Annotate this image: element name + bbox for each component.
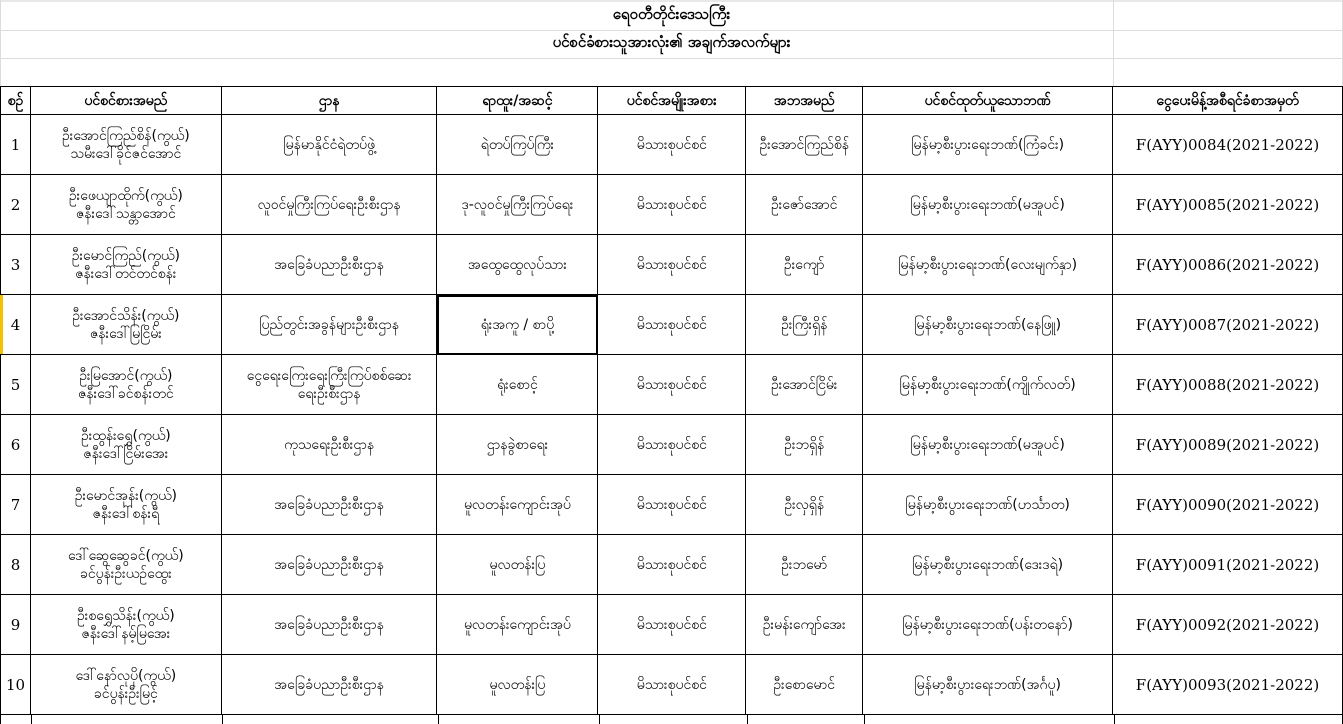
cell-type-text: မိသားစုပင်စင်	[636, 376, 707, 393]
cell-father[interactable]	[746, 415, 863, 475]
cell-name-text: ဇနီးဒေါ်ငြိမ်းအေး	[83, 445, 169, 462]
sheet-title: ရေဝတီတိုင်းဒေသကြီး	[612, 5, 731, 23]
cell-no[interactable]	[1, 415, 31, 475]
cell-type[interactable]	[598, 355, 746, 415]
header-cell[interactable]: ပင်စင်ထုတ်ယူသောဘဏ်	[863, 87, 1113, 115]
cell-type[interactable]	[598, 535, 746, 595]
cell-bank[interactable]	[863, 175, 1113, 235]
cell-dept-text: ရေးဦးစီးဌာန	[297, 385, 361, 402]
cell-name-text: ဦးဖေယျာထိုက်(ကွယ်)	[68, 187, 183, 204]
table-row	[1, 415, 1343, 475]
cell-father[interactable]	[746, 595, 863, 655]
cell-bank-text: မြန်မာ့စီးပွားရေးဘဏ်(မအူပင်)	[910, 436, 1065, 453]
cell-name-text: ခင်ပွန်းဦးမြင့်	[93, 685, 158, 702]
cell-dept-text: မြန်မာနိုင်ငံရဲတပ်ဖွဲ့	[283, 136, 375, 153]
cell-father[interactable]	[746, 175, 863, 235]
cell-name-text: ဇနီးဒေါ်တင်တင်စန်း	[75, 265, 177, 282]
cell-type-text: မိသားစုပင်စင်	[636, 256, 707, 273]
table-row	[1, 535, 1343, 595]
cell-type[interactable]	[598, 235, 746, 295]
cell-no-text: 9	[10, 615, 21, 634]
cell-rank[interactable]	[437, 115, 598, 175]
cell-type-text: မိသားစုပင်စင်	[636, 196, 707, 213]
cell-no-text: 2	[10, 195, 21, 214]
cell-type[interactable]	[598, 595, 746, 655]
cell-type-text: မိသားစုပင်စင်	[636, 436, 707, 453]
cell-code[interactable]	[1113, 295, 1343, 355]
cell-no-text: 4	[10, 315, 21, 334]
cell-rank-text: အထွေထွေလုပ်သား	[467, 256, 567, 273]
cell-dept-text: ကုသရေးဦးစီးဌာန	[284, 436, 375, 453]
cell-name-text: ဒေါ်နော်လုပို(ကွယ်)	[75, 667, 177, 684]
cell-dept[interactable]	[221, 295, 437, 355]
cell-rank[interactable]	[437, 535, 598, 595]
cell-bank-text: မြန်မာ့စီးပွားရေးဘဏ်(ဒေးဒရဲ)	[912, 556, 1064, 573]
cell-dept[interactable]	[221, 535, 437, 595]
sheet-subtitle-cell[interactable]	[0, 30, 1343, 58]
cell-bank-text: မြန်မာ့စီးပွားရေးဘဏ်(ကြံခင်း)	[911, 136, 1065, 153]
cell-bank[interactable]	[863, 475, 1113, 535]
cell-father-text: ဦးဇော်အောင်	[771, 196, 838, 213]
header-cell[interactable]: ပင်စင်စားအမည်	[30, 87, 221, 115]
cell-name-text: သမီးဒေါ်ခိုင်ဇင်အောင်	[70, 145, 182, 162]
gridline	[0, 58, 1343, 59]
sheet-title-cell[interactable]	[0, 2, 1343, 30]
cell-bank-text: မြန်မာ့စီးပွားရေးဘဏ်(မအူပင်)	[910, 196, 1065, 213]
cell-code-text: F(AYY)0089(2021-2022)	[1135, 435, 1320, 454]
cell-bank-text: မြန်မာ့စီးပွားရေးဘဏ်(နေဖြူ)	[914, 316, 1062, 333]
cell-no[interactable]	[1, 235, 31, 295]
cell-rank-text: မူလတန်းကျောင်းအုပ်	[463, 616, 571, 633]
cell-no[interactable]	[1, 535, 31, 595]
header-cell[interactable]: ပင်စင်အမျိုးအစား	[598, 87, 746, 115]
cell-dept-text: ပြည်တွင်းအခွန်များဦးစီးဌာန	[259, 316, 400, 333]
cell-father[interactable]	[746, 295, 863, 355]
cell-dept[interactable]	[221, 115, 437, 175]
cell-code-text: F(AYY)0088(2021-2022)	[1135, 375, 1320, 394]
cell-rank[interactable]	[437, 355, 598, 415]
sheet-subtitle: ပင်စင်ခံစားသူအားလုံး၏ အချက်အလက်များ	[552, 33, 791, 51]
cell-code[interactable]	[1113, 535, 1343, 595]
cell-rank[interactable]	[437, 595, 598, 655]
cell-no[interactable]	[1, 175, 31, 235]
cell-dept[interactable]	[221, 235, 437, 295]
cell-name-text: ဒေါ်ဆွေဆွေခင်(ကွယ်)	[68, 547, 184, 564]
cell-no[interactable]	[1, 115, 31, 175]
header-row	[1, 87, 1343, 115]
cell-bank[interactable]	[863, 415, 1113, 475]
cell-no-text: 6	[10, 435, 21, 454]
cell-rank-text: ဒု-လူဝင်မှုကြီးကြပ်ရေး	[461, 196, 574, 213]
cell-rank[interactable]	[437, 475, 598, 535]
cell-type[interactable]	[598, 175, 746, 235]
header-cell[interactable]: ရာထူး/အဆင့်	[437, 87, 598, 115]
cell-father[interactable]	[746, 355, 863, 415]
cell-code[interactable]	[1113, 655, 1343, 715]
cell-rank-text: ရဲတပ်ကြပ်ကြီး	[480, 136, 555, 153]
cell-name[interactable]	[30, 175, 221, 235]
table-row	[1, 115, 1343, 175]
cell-father-text: ဦးအောင်ငြိမ်း	[771, 376, 838, 393]
cell-father[interactable]	[746, 655, 863, 715]
cell-father-text: ဦးမန်းကျော်အေး	[762, 616, 846, 633]
cell-name[interactable]	[30, 655, 221, 715]
cell-bank[interactable]	[863, 655, 1113, 715]
cell-rank[interactable]	[437, 175, 598, 235]
cell-no[interactable]	[1, 655, 31, 715]
cell-name-text: ဦးစရွှေသိန်း(ကွယ်)	[77, 607, 175, 624]
cell-type-text: မိသားစုပင်စင်	[636, 556, 707, 573]
cell-bank[interactable]	[863, 355, 1113, 415]
cell-no-text: 5	[10, 375, 21, 394]
table-row	[1, 175, 1343, 235]
cell-rank-text: ဌာနခွဲစာရေး	[486, 436, 549, 453]
cell-bank-text: မြန်မာ့စီးပွားရေးဘဏ်(လေးမျက်နှာ)	[898, 256, 1078, 273]
cell-name-text: ဇနီးဒေါ်သန္တာအောင်	[75, 205, 176, 222]
table-row	[1, 475, 1343, 535]
cell-bank[interactable]	[863, 535, 1113, 595]
cell-name-text: ဦးမြအောင်(ကွယ်)	[79, 367, 173, 384]
table-row	[1, 595, 1343, 655]
cell-rank[interactable]	[437, 295, 598, 355]
cell-dept-text: အခြေခံပညာဦးစီးဌာန	[274, 616, 384, 633]
cell-type[interactable]	[598, 295, 746, 355]
cell-rank[interactable]	[437, 235, 598, 295]
cell-rank-text: ရုံးစောင့်	[497, 376, 538, 393]
cell-no-text: 7	[10, 495, 21, 514]
cell-dept-text: အခြေခံပညာဦးစီးဌာန	[274, 256, 384, 273]
cell-no[interactable]	[1, 295, 31, 355]
cell-father-text: ဦးဘရှိန်	[784, 436, 825, 453]
cell-name[interactable]	[30, 355, 221, 415]
cell-no[interactable]	[1, 475, 31, 535]
cell-name[interactable]	[30, 535, 221, 595]
cell-name-text: ဦးထွန်းရွှေ(ကွယ်)	[80, 427, 171, 444]
cell-name-text: ဦးအောင်သိန်း(ကွယ်)	[72, 307, 180, 324]
cell-father[interactable]	[746, 115, 863, 175]
cell-name-text: ဇနီးဒေါ်နမ့်မြအေး	[81, 625, 171, 642]
cell-dept[interactable]	[221, 475, 437, 535]
cell-code-text: F(AYY)0092(2021-2022)	[1135, 615, 1320, 634]
cell-rank-text: မူလတန်းကျောင်းအုပ်	[463, 496, 571, 513]
cell-bank-text: မြန်မာ့စီးပွားရေးဘဏ်(ကျိုက်လတ်)	[899, 376, 1076, 393]
cell-rank[interactable]	[437, 415, 598, 475]
cell-name-text: ဦးမောင်အုန်း(ကွယ်)	[74, 487, 178, 504]
cell-name[interactable]	[30, 115, 221, 175]
cell-father-text: ဦးအောင်ကြည်စိန်	[759, 136, 849, 153]
table-row	[1, 355, 1343, 415]
cell-no-text: 1	[10, 135, 21, 154]
cell-bank-text: မြန်မာ့စီးပွားရေးဘဏ်(အင်္ဂပူ)	[914, 676, 1061, 693]
cell-no[interactable]	[1, 355, 31, 415]
cell-code[interactable]	[1113, 115, 1343, 175]
cell-dept-text: အခြေခံပညာဦးစီးဌာန	[274, 496, 384, 513]
cell-name[interactable]	[30, 235, 221, 295]
cell-bank[interactable]	[863, 115, 1113, 175]
cell-father-text: ဦးဘမော်	[781, 556, 828, 573]
cell-type-text: မိသားစုပင်စင်	[636, 676, 707, 693]
cell-dept[interactable]	[221, 355, 437, 415]
cell-dept-text: အခြေခံပညာဦးစီးဌာန	[274, 556, 384, 573]
header-cell[interactable]: ငွေပေးမိန့်အစီရင်ခံစာအမှတ်	[1113, 87, 1343, 115]
cell-name[interactable]	[30, 595, 221, 655]
cell-code-text: F(AYY)0085(2021-2022)	[1135, 195, 1320, 214]
cell-dept[interactable]	[221, 415, 437, 475]
cell-no-text: 3	[10, 255, 21, 274]
cell-father[interactable]	[746, 535, 863, 595]
cell-father-text: ဦးကျော်	[783, 256, 825, 273]
cell-code[interactable]	[1113, 415, 1343, 475]
cell-name-text: ဇနီးဒေါ်ခင်စန်းတင်	[78, 385, 174, 402]
cell-type[interactable]	[598, 655, 746, 715]
cell-rank[interactable]	[437, 655, 598, 715]
cell-code-text: F(AYY)0087(2021-2022)	[1135, 315, 1320, 334]
cell-rank-text: မူလတန်းပြ	[489, 676, 546, 693]
cell-code[interactable]	[1113, 235, 1343, 295]
cell-name-text: ဇနီးဒေါ်မြငြိမ်း	[89, 325, 162, 342]
cell-name-text: ဦးမောင်ကြည်(ကွယ်)	[71, 247, 180, 264]
cell-type-text: မိသားစုပင်စင်	[636, 616, 707, 633]
cell-name-text: ဇနီးဒေါ်စန်းရီ	[92, 505, 160, 522]
cell-code[interactable]	[1113, 355, 1343, 415]
header-cell[interactable]: စဉ်	[1, 87, 31, 115]
cell-name-text: ဦးအောင်ကြည်စိန်(ကွယ်)	[62, 127, 190, 144]
cell-type[interactable]	[598, 415, 746, 475]
cell-father[interactable]	[746, 475, 863, 535]
cell-bank-text: မြန်မာ့စီးပွားရေးဘဏ်(ပန်းတနော်)	[902, 616, 1074, 633]
cell-name[interactable]	[30, 475, 221, 535]
table-row	[1, 235, 1343, 295]
cell-type-text: မိသားစုပင်စင်	[636, 316, 707, 333]
cell-bank[interactable]	[863, 235, 1113, 295]
cell-type-text: မိသားစုပင်စင်	[636, 496, 707, 513]
cell-type[interactable]	[598, 115, 746, 175]
table-row	[1, 295, 1343, 355]
cell-name-text: ခင်ပွန်းဦးယဉ်ထွေး	[79, 565, 172, 582]
pension-table	[0, 86, 1343, 715]
cell-type[interactable]	[598, 475, 746, 535]
next-row-edge	[0, 715, 1343, 724]
cell-code-text: F(AYY)0091(2021-2022)	[1135, 555, 1320, 574]
cell-name[interactable]	[30, 295, 221, 355]
row-selection-indicator	[0, 295, 3, 354]
cell-dept-text: လူဝင်မှုကြီးကြပ်ရေးဦးစီးဌာန	[257, 196, 401, 213]
cell-no[interactable]	[1, 595, 31, 655]
cell-dept[interactable]	[221, 175, 437, 235]
cell-code-text: F(AYY)0086(2021-2022)	[1135, 255, 1320, 274]
cell-code-text: F(AYY)0093(2021-2022)	[1135, 675, 1320, 694]
cell-father-text: ဦးလှရှိန်	[784, 496, 825, 513]
cell-no-text: 8	[10, 555, 21, 574]
cell-bank-text: မြန်မာ့စီးပွားရေးဘဏ်(ဟင်္သာတ)	[905, 496, 1070, 513]
cell-father-text: ဦးကြီးရှိန်	[781, 316, 828, 333]
cell-dept[interactable]	[221, 655, 437, 715]
cell-dept-text: အခြေခံပညာဦးစီးဌာန	[274, 676, 384, 693]
cell-father[interactable]	[746, 235, 863, 295]
cell-name[interactable]	[30, 415, 221, 475]
cell-code[interactable]	[1113, 175, 1343, 235]
cell-code[interactable]	[1113, 475, 1343, 535]
cell-no-text: 10	[5, 675, 26, 694]
cell-father-text: ဦးစောမောင်	[773, 676, 836, 693]
cell-rank-text: ရုံးအကူ / စာပို့	[480, 316, 555, 333]
cell-code[interactable]	[1113, 595, 1343, 655]
header-cell[interactable]: ဌာန	[221, 87, 437, 115]
cell-dept[interactable]	[221, 595, 437, 655]
cell-code-text: F(AYY)0084(2021-2022)	[1135, 135, 1320, 154]
cell-code-text: F(AYY)0090(2021-2022)	[1135, 495, 1320, 514]
cell-type-text: မိသားစုပင်စင်	[636, 136, 707, 153]
cell-dept-text: ငွေရေးကြေးရေးကြီးကြပ်စစ်ဆေး	[246, 367, 412, 384]
table-row	[1, 655, 1343, 715]
header-cell[interactable]: အဘအမည်	[746, 87, 863, 115]
cell-bank[interactable]	[863, 595, 1113, 655]
cell-rank-text: မူလတန်းပြ	[489, 556, 546, 573]
cell-bank[interactable]	[863, 295, 1113, 355]
